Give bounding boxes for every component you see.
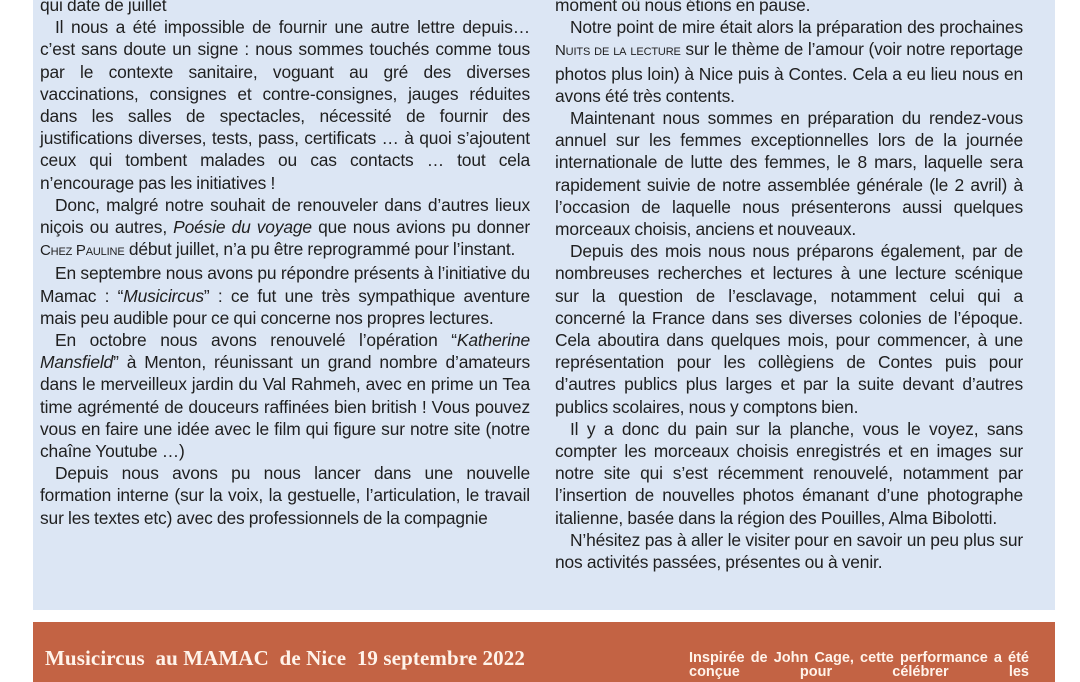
paragraph-text: Depuis des mois nous nous préparons également, par de nombreuses recherches et lectures à une lecture scénique sur la question de l’esclavage, notamment celui qui a concerné la France dans ses diverses colonies de l’époque. Cela aboutira dans quelques mois, pour commencer, à une représentation pour les collègiens de Contes puis pour d’autres publics plus larges et par la suite devant d’autres publics scolaires, nous y comptons bien. — [555, 241, 1023, 417]
right-column — [555, 0, 1023, 573]
paragraph — [40, 194, 530, 263]
paragraph — [555, 418, 1023, 529]
paragraph-text: N’hésitez pas à aller le visiter pour en savoir un peu plus sur nos activités passées, présentes ou à venir. — [555, 529, 1023, 573]
paragraph-text: que nous avions pu donner — [311, 217, 530, 238]
paragraph-text: En octobre nous avons renouvelé l’opération “ — [55, 330, 457, 351]
paragraph-text: début juillet, n’a pu être reprogrammé pour l’instant. — [124, 239, 516, 260]
paragraph-text: Maintenant nous sommes en préparation du rendez-vous annuel sur les femmes exceptionnelles lors de la journée internationale de lutte des femmes, le 8 mars, laquelle sera rapidement suivie de notre assemblée générale (le 2 avril) à l’occasion de laquelle nous présenterons aussi quelques morceaux choisis, anciens et nouveaux. — [555, 108, 1023, 240]
paragraph-text: Depuis nous avons pu nous lancer dans une nouvelle formation interne (sur la voix, la gestuelle, l’articulation, le travail sur les textes etc) avec des professionnels de la compagnie — [40, 463, 530, 528]
section-banner — [33, 622, 1055, 682]
paragraph — [40, 462, 530, 529]
paragraph — [40, 262, 530, 329]
clipped-line: moment où nous étions en pause. — [555, 0, 811, 15]
paragraph — [555, 240, 1023, 418]
paragraph — [555, 529, 1023, 573]
paragraph — [40, 329, 530, 462]
banner-title: Musicircus au MAMAC de Nice 19 septembre 2022 — [45, 646, 525, 670]
paragraph-text: En septembre nous avons pu répondre présents à l’initiative du Mamac : “ — [40, 263, 530, 306]
banner-description: Inspirée de John Cage, cette performance a été conçue pour célébrer les — [689, 650, 1029, 680]
paragraph — [555, 16, 1023, 107]
clipped-line: qui date de juillet — [40, 0, 167, 15]
work-title: Katherine Mansfield — [40, 330, 530, 373]
paragraph-text: ” : ce fut une très sympathique aventure mais peu audible pour ce qui concerne nos propres lectures. — [40, 285, 530, 328]
work-title: Musicircus — [123, 285, 204, 306]
left-column — [40, 0, 530, 529]
paragraph — [555, 107, 1023, 240]
paragraph-text: Notre point de mire était alors la préparation des prochaines — [570, 17, 1023, 38]
event-name: Nuits de la lecture — [555, 42, 681, 60]
paragraph-text: Donc, malgré notre souhait de renouveler dans d’autres lieux niçois ou autres, — [40, 194, 530, 238]
paragraph-text: Il y a donc du pain sur la planche, vous le voyez, sans compter les morceaux choisis enregistrés et en images sur notre site qui s’est récemment renouvelé, notamment par l’insertion de nouvelles photos émanant d’une photographe italienne, basée dans la région des Pouilles, Alma Bibolotti. — [555, 418, 1023, 528]
paragraph — [40, 16, 530, 194]
venue-name: Chez Pauline — [40, 242, 125, 260]
paragraph-text: Il nous a été impossible de fournir une autre lettre depuis… c’est sans doute un signe : nous sommes touchés comme tous par le contexte sanitaire, voguant au gré des diverses vaccinations, consignes et contre-consignes, jauges réduites dans les salles de spectacles, nécessité de fournir des justifications diverses, tests, pass, certificats … à quoi s’ajoutent ceux qui tombent malades ou cas contacts … tout cela n’encourage pas les initiatives ! — [40, 17, 530, 193]
paragraph-text: sur le thème de l’amour (voir notre reportage photos plus loin) à Nice puis à Contes. Cela a eu lieu nous en avons été très contents. — [555, 39, 1024, 106]
work-title: Poésie du voyage — [173, 217, 312, 238]
paragraph-text: ” à Menton, réunissant un grand nombre d’amateurs dans le merveilleux jardin du Val Rahmeh, avec en prime un Tea time agrémenté de douceurs raffinées bien british ! Vous pouvez vous en faire une idée avec le film qui figure sur notre site (notre chaîne Youtube …) — [40, 352, 530, 462]
